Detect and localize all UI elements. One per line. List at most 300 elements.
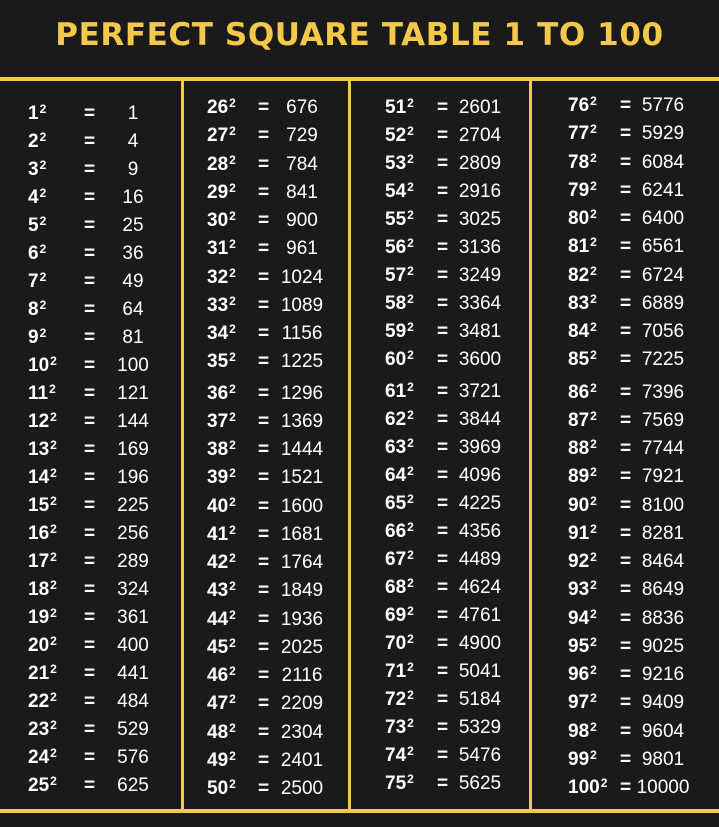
exponent: 2 <box>407 180 414 194</box>
exponent: 2 <box>590 207 597 221</box>
square-value: 3364 <box>458 293 502 314</box>
base-number: $9^2$ <box>28 326 47 348</box>
square-value: 9801 <box>641 748 685 770</box>
exponent: 2 <box>50 634 57 648</box>
base-number: $52^2$ <box>385 124 414 146</box>
exponent: 2 <box>229 438 236 452</box>
base-number: $45^2$ <box>207 635 236 658</box>
equals-sign: = <box>437 381 449 402</box>
square-value: 9409 <box>641 692 685 714</box>
equals-sign: = <box>84 635 96 656</box>
exponent: 2 <box>590 521 597 536</box>
equals-sign: = <box>620 635 632 657</box>
exponent: 2 <box>590 493 597 508</box>
bottom-divider <box>0 809 719 813</box>
table-row <box>0 149 719 177</box>
table-row <box>0 435 719 463</box>
base-number: $16^2$ <box>28 522 57 544</box>
base-number: $8^2$ <box>28 298 47 320</box>
square-value: 5776 <box>641 95 685 116</box>
square-value: 7225 <box>641 349 685 371</box>
base-number: $51^2$ <box>385 96 414 118</box>
equals-sign: = <box>84 663 96 684</box>
exponent: 2 <box>600 776 608 790</box>
exponent: 2 <box>229 664 236 678</box>
square-value: 8836 <box>641 607 685 629</box>
equals-sign: = <box>437 689 449 710</box>
base-number: $39^2$ <box>207 466 236 489</box>
base-number: $21^2$ <box>28 662 57 684</box>
table-row <box>0 661 719 689</box>
equals-sign: = <box>620 777 632 798</box>
equals-sign: = <box>437 717 449 738</box>
square-value: 25 <box>122 215 144 236</box>
square-value: 1681 <box>280 523 324 545</box>
exponent: 2 <box>50 746 57 760</box>
equals-sign: = <box>437 125 449 146</box>
base-number: $67^2$ <box>385 548 414 570</box>
equals-sign: = <box>620 264 632 286</box>
square-value: 3600 <box>458 349 502 370</box>
equals-sign: = <box>84 327 96 348</box>
exponent: 2 <box>407 348 414 362</box>
base-number: $25^2$ <box>28 774 57 796</box>
equals-sign: = <box>620 748 632 770</box>
equals-sign: = <box>258 552 270 573</box>
table-row <box>0 92 719 120</box>
equals-sign: = <box>258 636 270 658</box>
equals-sign: = <box>620 123 632 145</box>
square-value: 196 <box>117 467 149 488</box>
base-number: $81^2$ <box>568 235 597 258</box>
exponent: 2 <box>407 632 414 646</box>
square-value: 441 <box>117 663 149 684</box>
square-value: 4225 <box>458 493 502 514</box>
equals-sign: = <box>258 382 270 404</box>
square-value: 3025 <box>458 209 502 230</box>
base-number: $59^2$ <box>385 320 414 342</box>
square-value: 36 <box>122 243 144 264</box>
square-value: 10000 <box>636 777 690 798</box>
base-number: $49^2$ <box>207 748 236 771</box>
base-number: $6^2$ <box>28 242 47 264</box>
base-number: $23^2$ <box>28 718 57 740</box>
base-number: $72^2$ <box>385 688 414 710</box>
base-number: $99^2$ <box>568 747 597 770</box>
exponent: 2 <box>407 548 414 562</box>
base-number: $75^2$ <box>385 772 414 794</box>
square-value: 3844 <box>458 409 502 430</box>
base-number: $31^2$ <box>207 237 236 260</box>
square-value: 4761 <box>458 605 502 626</box>
exponent: 2 <box>50 410 57 424</box>
exponent: 2 <box>590 719 597 734</box>
square-value: 1296 <box>280 382 324 404</box>
square-value: 6561 <box>641 236 685 258</box>
square-value: 676 <box>286 97 318 118</box>
equals-sign: = <box>258 238 270 260</box>
square-value: 49 <box>122 271 144 292</box>
base-number: $70^2$ <box>385 632 414 654</box>
base-number: $78^2$ <box>568 150 597 173</box>
base-number: $11^2$ <box>28 382 56 404</box>
exponent: 2 <box>50 606 57 620</box>
base-number: $26^2$ <box>207 96 236 118</box>
table-row <box>0 576 719 604</box>
square-value: 4096 <box>458 465 502 486</box>
base-number: $88^2$ <box>568 437 597 459</box>
exponent: 2 <box>39 158 47 172</box>
square-value: 8100 <box>641 494 685 516</box>
exponent: 2 <box>590 691 597 706</box>
exponent: 2 <box>39 298 47 312</box>
base-number: $48^2$ <box>207 720 236 743</box>
equals-sign: = <box>437 745 449 766</box>
equals-sign: = <box>437 153 449 174</box>
square-value: 1521 <box>280 467 324 489</box>
exponent: 2 <box>39 186 47 200</box>
exponent: 2 <box>590 663 597 677</box>
exponent: 2 <box>407 380 414 394</box>
exponent: 2 <box>229 237 236 252</box>
base-number: $14^2$ <box>28 466 57 488</box>
equals-sign: = <box>258 153 270 175</box>
exponent: 2 <box>229 350 236 365</box>
exponent: 2 <box>50 494 57 508</box>
exponent: 2 <box>407 660 414 674</box>
exponent: 2 <box>39 130 47 144</box>
exponent: 2 <box>590 380 597 395</box>
exponent: 2 <box>407 208 414 222</box>
exponent: 2 <box>590 122 597 137</box>
table-row <box>0 463 719 491</box>
equals-sign: = <box>258 294 270 316</box>
exponent: 2 <box>229 522 236 537</box>
base-number: $68^2$ <box>385 576 414 598</box>
equals-sign: = <box>437 577 449 598</box>
square-value: 1225 <box>280 351 324 373</box>
table-row <box>0 290 719 318</box>
square-value: 6724 <box>641 264 685 286</box>
table-row <box>0 262 719 290</box>
exponent: 2 <box>590 550 597 564</box>
base-number: $57^2$ <box>385 264 414 286</box>
equals-sign: = <box>437 773 449 794</box>
square-value: 4900 <box>458 633 502 654</box>
equals-sign: = <box>437 605 449 626</box>
equals-sign: = <box>84 299 96 320</box>
square-value: 2304 <box>280 721 324 743</box>
equals-sign: = <box>84 775 96 796</box>
base-number: $93^2$ <box>568 578 597 601</box>
exponent: 2 <box>229 209 236 223</box>
base-number: $84^2$ <box>568 320 597 342</box>
top-divider <box>0 77 719 81</box>
square-value: 1024 <box>280 266 324 288</box>
square-value: 961 <box>286 238 318 260</box>
exponent: 2 <box>590 437 597 451</box>
exponent: 2 <box>229 720 236 735</box>
equals-sign: = <box>437 465 449 486</box>
equals-sign: = <box>437 237 449 258</box>
exponent: 2 <box>590 178 597 193</box>
square-value: 484 <box>117 691 149 712</box>
equals-sign: = <box>258 266 270 288</box>
base-number: $32^2$ <box>207 265 236 288</box>
equals-sign: = <box>620 522 632 544</box>
base-number: $83^2$ <box>568 291 597 314</box>
square-value: 6241 <box>641 179 685 201</box>
equals-sign: = <box>258 523 270 545</box>
base-number: $44^2$ <box>207 607 236 630</box>
base-number: $17^2$ <box>28 550 57 572</box>
square-value: 5476 <box>458 745 502 766</box>
base-number: $43^2$ <box>207 579 236 602</box>
exponent: 2 <box>590 747 597 762</box>
base-number: $46^2$ <box>207 664 236 686</box>
square-value: 4624 <box>458 577 502 598</box>
table-row <box>0 346 719 374</box>
exponent: 2 <box>39 102 47 116</box>
base-number: $3^2$ <box>28 158 47 180</box>
square-value: 144 <box>117 411 149 432</box>
square-value: 1369 <box>280 410 324 432</box>
equals-sign: = <box>437 633 449 654</box>
square-value: 1156 <box>281 323 323 344</box>
base-number: $64^2$ <box>385 464 414 486</box>
square-value: 2209 <box>280 693 324 715</box>
square-value: 8464 <box>641 551 685 572</box>
exponent: 2 <box>590 94 597 108</box>
equals-sign: = <box>258 495 270 517</box>
base-number: $85^2$ <box>568 348 597 371</box>
exponent: 2 <box>229 607 236 622</box>
base-number: $86^2$ <box>568 380 597 403</box>
exponent: 2 <box>50 354 57 368</box>
equals-sign: = <box>258 749 270 771</box>
base-number: $77^2$ <box>568 122 597 145</box>
base-number: $63^2$ <box>385 436 414 458</box>
exponent: 2 <box>229 409 236 424</box>
exponent: 2 <box>407 604 414 618</box>
equals-sign: = <box>437 209 449 230</box>
square-value: 121 <box>117 383 149 404</box>
exponent: 2 <box>407 688 414 702</box>
square-value: 2601 <box>458 97 502 118</box>
base-number: $66^2$ <box>385 520 414 542</box>
exponent: 2 <box>407 292 414 306</box>
square-value: 576 <box>117 747 149 768</box>
equals-sign: = <box>620 292 632 314</box>
exponent: 2 <box>407 716 414 730</box>
table-row <box>0 379 719 407</box>
base-number: $53^2$ <box>385 152 414 174</box>
square-value: 9 <box>127 159 139 180</box>
square-value: 169 <box>117 439 149 460</box>
equals-sign: = <box>84 215 96 236</box>
square-value: 16 <box>122 187 144 208</box>
square-value: 3136 <box>458 237 502 258</box>
equals-sign: = <box>258 778 270 799</box>
exponent: 2 <box>407 264 414 278</box>
equals-sign: = <box>84 579 96 600</box>
table-row <box>0 205 719 233</box>
base-number: $74^2$ <box>385 744 414 766</box>
base-number: $47^2$ <box>207 692 236 715</box>
exponent: 2 <box>229 322 236 336</box>
equals-sign: = <box>437 265 449 286</box>
square-value: 100 <box>117 355 149 376</box>
base-number: $62^2$ <box>385 408 414 430</box>
table-row <box>0 407 719 435</box>
base-number: $13^2$ <box>28 438 57 460</box>
exponent: 2 <box>407 464 414 478</box>
base-number: $79^2$ <box>568 178 597 201</box>
exponent: 2 <box>229 551 236 565</box>
base-number: $22^2$ <box>28 690 57 712</box>
base-number: $36^2$ <box>207 381 236 404</box>
exponent: 2 <box>39 270 47 284</box>
square-value: 256 <box>117 523 149 544</box>
square-value: 4489 <box>458 549 502 570</box>
base-number: $10^2$ <box>28 354 57 376</box>
table-row <box>0 689 719 717</box>
square-value: 841 <box>286 181 318 203</box>
equals-sign: = <box>84 131 96 152</box>
base-number: $40^2$ <box>207 494 236 517</box>
base-number: $96^2$ <box>568 663 597 685</box>
square-value: 2116 <box>281 665 323 686</box>
base-number: $89^2$ <box>568 465 597 488</box>
square-value: 2809 <box>458 153 502 174</box>
equals-sign: = <box>437 349 449 370</box>
equals-sign: = <box>620 720 632 742</box>
equals-sign: = <box>437 321 449 342</box>
equals-sign: = <box>84 495 96 516</box>
equals-sign: = <box>258 125 270 147</box>
square-value: 289 <box>117 551 149 572</box>
square-value: 5329 <box>458 717 502 738</box>
square-value: 1600 <box>280 495 324 517</box>
equals-sign: = <box>84 103 96 124</box>
table-row <box>0 520 719 548</box>
square-value: 729 <box>286 125 318 147</box>
exponent: 2 <box>39 326 47 340</box>
square-value: 64 <box>122 299 144 320</box>
base-number: $100^2$ <box>568 776 608 798</box>
equals-sign: = <box>84 271 96 292</box>
exponent: 2 <box>407 124 414 138</box>
equals-sign: = <box>437 293 449 314</box>
table-row <box>0 774 719 802</box>
base-number: $55^2$ <box>385 208 414 230</box>
equals-sign: = <box>258 693 270 715</box>
equals-sign: = <box>258 410 270 432</box>
base-number: $19^2$ <box>28 606 57 628</box>
exponent: 2 <box>590 465 597 480</box>
table-row <box>0 318 719 346</box>
square-value: 1764 <box>280 552 324 573</box>
equals-sign: = <box>620 236 632 258</box>
square-value: 4 <box>127 131 139 152</box>
equals-sign: = <box>258 721 270 743</box>
exponent: 2 <box>407 436 414 450</box>
exponent: 2 <box>229 381 236 396</box>
square-value: 9604 <box>641 720 685 742</box>
square-value: 6889 <box>641 292 685 314</box>
equals-sign: = <box>437 97 449 118</box>
exponent: 2 <box>590 150 597 165</box>
exponent: 2 <box>50 522 57 536</box>
square-value: 529 <box>117 719 149 740</box>
square-value: 1 <box>127 103 139 124</box>
exponent: 2 <box>407 152 414 166</box>
equals-sign: = <box>258 97 270 118</box>
square-value: 4356 <box>458 521 502 542</box>
base-number: $82^2$ <box>568 263 597 286</box>
exponent: 2 <box>50 550 57 564</box>
equals-sign: = <box>437 661 449 682</box>
exponent: 2 <box>39 242 47 256</box>
equals-sign: = <box>258 181 270 203</box>
table-row <box>0 120 719 148</box>
base-number: $94^2$ <box>568 606 597 629</box>
equals-sign: = <box>620 438 632 459</box>
equals-sign: = <box>84 187 96 208</box>
equals-sign: = <box>437 521 449 542</box>
square-value: 784 <box>286 153 318 175</box>
square-value: 361 <box>117 607 149 628</box>
base-number: $24^2$ <box>28 746 57 768</box>
table-row <box>0 177 719 205</box>
equals-sign: = <box>437 409 449 430</box>
square-value: 2025 <box>280 636 324 658</box>
square-value: 2916 <box>458 181 502 202</box>
exponent: 2 <box>229 777 236 791</box>
square-value: 5041 <box>458 661 502 682</box>
exponent: 2 <box>229 494 236 509</box>
equals-sign: = <box>437 437 449 458</box>
equals-sign: = <box>84 439 96 460</box>
exponent: 2 <box>590 235 597 250</box>
equals-sign: = <box>84 747 96 768</box>
exponent: 2 <box>407 236 414 250</box>
exponent: 2 <box>50 466 57 480</box>
base-number: $91^2$ <box>568 521 597 544</box>
equals-sign: = <box>84 691 96 712</box>
exponent: 2 <box>590 320 597 334</box>
base-number: $65^2$ <box>385 492 414 514</box>
table-row <box>0 548 719 576</box>
square-value: 1849 <box>280 580 324 602</box>
base-number: $42^2$ <box>207 551 236 573</box>
base-number: $34^2$ <box>207 322 236 344</box>
exponent: 2 <box>49 382 56 396</box>
equals-sign: = <box>620 381 632 403</box>
exponent: 2 <box>590 408 597 423</box>
equals-sign: = <box>84 159 96 180</box>
table-row <box>0 605 719 633</box>
exponent: 2 <box>50 774 57 788</box>
exponent: 2 <box>407 492 414 506</box>
exponent: 2 <box>407 408 414 422</box>
equals-sign: = <box>258 439 270 460</box>
base-number: $20^2$ <box>28 634 57 656</box>
square-value: 225 <box>117 495 149 516</box>
base-number: $80^2$ <box>568 207 597 229</box>
table-row <box>0 233 719 261</box>
square-value: 81 <box>122 327 144 348</box>
